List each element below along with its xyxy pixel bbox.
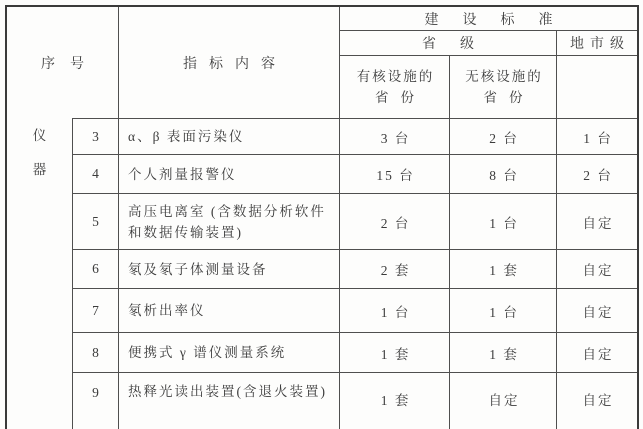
header-provinces-without-nuclear-line2: 省份 — [483, 90, 535, 105]
row-city-value: 自定 — [556, 288, 637, 332]
row-indicator: 高压电离室 (含数据分析软件和数据传输装置) — [118, 193, 339, 249]
row-with-nuclear-value: 3 台 — [339, 118, 449, 154]
category-instruments — [7, 118, 72, 429]
row-no: 7 — [72, 288, 118, 332]
row-with-nuclear-value: 2 台 — [339, 193, 449, 249]
header-indicator-content: 指标内容 — [118, 7, 339, 118]
row-without-nuclear-value: 1 套 — [449, 332, 556, 372]
header-provinces-with-nuclear-line1: 有核设施的 — [356, 69, 435, 84]
row-indicator: 个人剂量报警仪 — [118, 154, 339, 193]
row-indicator: 便携式 γ 谱仪测量系统 — [118, 332, 339, 372]
row-without-nuclear-value: 自定 — [449, 372, 556, 429]
header-provinces-with-nuclear — [339, 55, 449, 118]
header-city-level: 地市级 — [556, 30, 637, 55]
row-no: 5 — [72, 193, 118, 249]
row-with-nuclear-value: 2 套 — [339, 249, 449, 288]
row-no: 6 — [72, 249, 118, 288]
row-city-value: 2 台 — [556, 154, 637, 193]
header-serial-no: 序号 — [41, 56, 99, 72]
row-indicator: α、β 表面污染仪 — [118, 118, 339, 154]
row-city-value: 1 台 — [556, 118, 637, 154]
row-with-nuclear-value: 1 套 — [339, 332, 449, 372]
row-indicator: 氡及氡子体测量设备 — [118, 249, 339, 288]
header-city-level-empty-cell — [556, 55, 637, 118]
row-indicator: 氡析出率仪 — [118, 288, 339, 332]
row-no: 3 — [72, 118, 118, 154]
header-provinces-without-nuclear — [449, 55, 556, 118]
header-provinces-without-nuclear-line1: 无核设施的 — [465, 69, 543, 84]
row-city-value: 自定 — [556, 193, 637, 249]
header-provincial-level: 省级 — [339, 30, 556, 55]
category-char-1: 仪 — [32, 128, 47, 143]
category-char-2: 器 — [32, 162, 47, 177]
row-no: 9 — [72, 372, 118, 429]
row-with-nuclear-value: 1 台 — [339, 288, 449, 332]
row-without-nuclear-value: 8 台 — [449, 154, 556, 193]
row-without-nuclear-value: 1 台 — [449, 193, 556, 249]
row-no: 4 — [72, 154, 118, 193]
row-no: 8 — [72, 332, 118, 372]
header-provinces-with-nuclear-line2: 省份 — [375, 90, 426, 105]
row-without-nuclear-value: 1 套 — [449, 249, 556, 288]
row-without-nuclear-value: 2 台 — [449, 118, 556, 154]
row-with-nuclear-value: 15 台 — [339, 154, 449, 193]
standards-table — [5, 5, 639, 429]
row-city-value: 自定 — [556, 249, 637, 288]
row-city-value: 自定 — [556, 372, 637, 429]
row-indicator: 热释光读出装置(含退火装置) — [118, 372, 339, 429]
header-construction-standard: 建设标准 — [339, 7, 637, 30]
row-with-nuclear-value: 1 套 — [339, 372, 449, 429]
row-without-nuclear-value: 1 台 — [449, 288, 556, 332]
row-city-value: 自定 — [556, 332, 637, 372]
